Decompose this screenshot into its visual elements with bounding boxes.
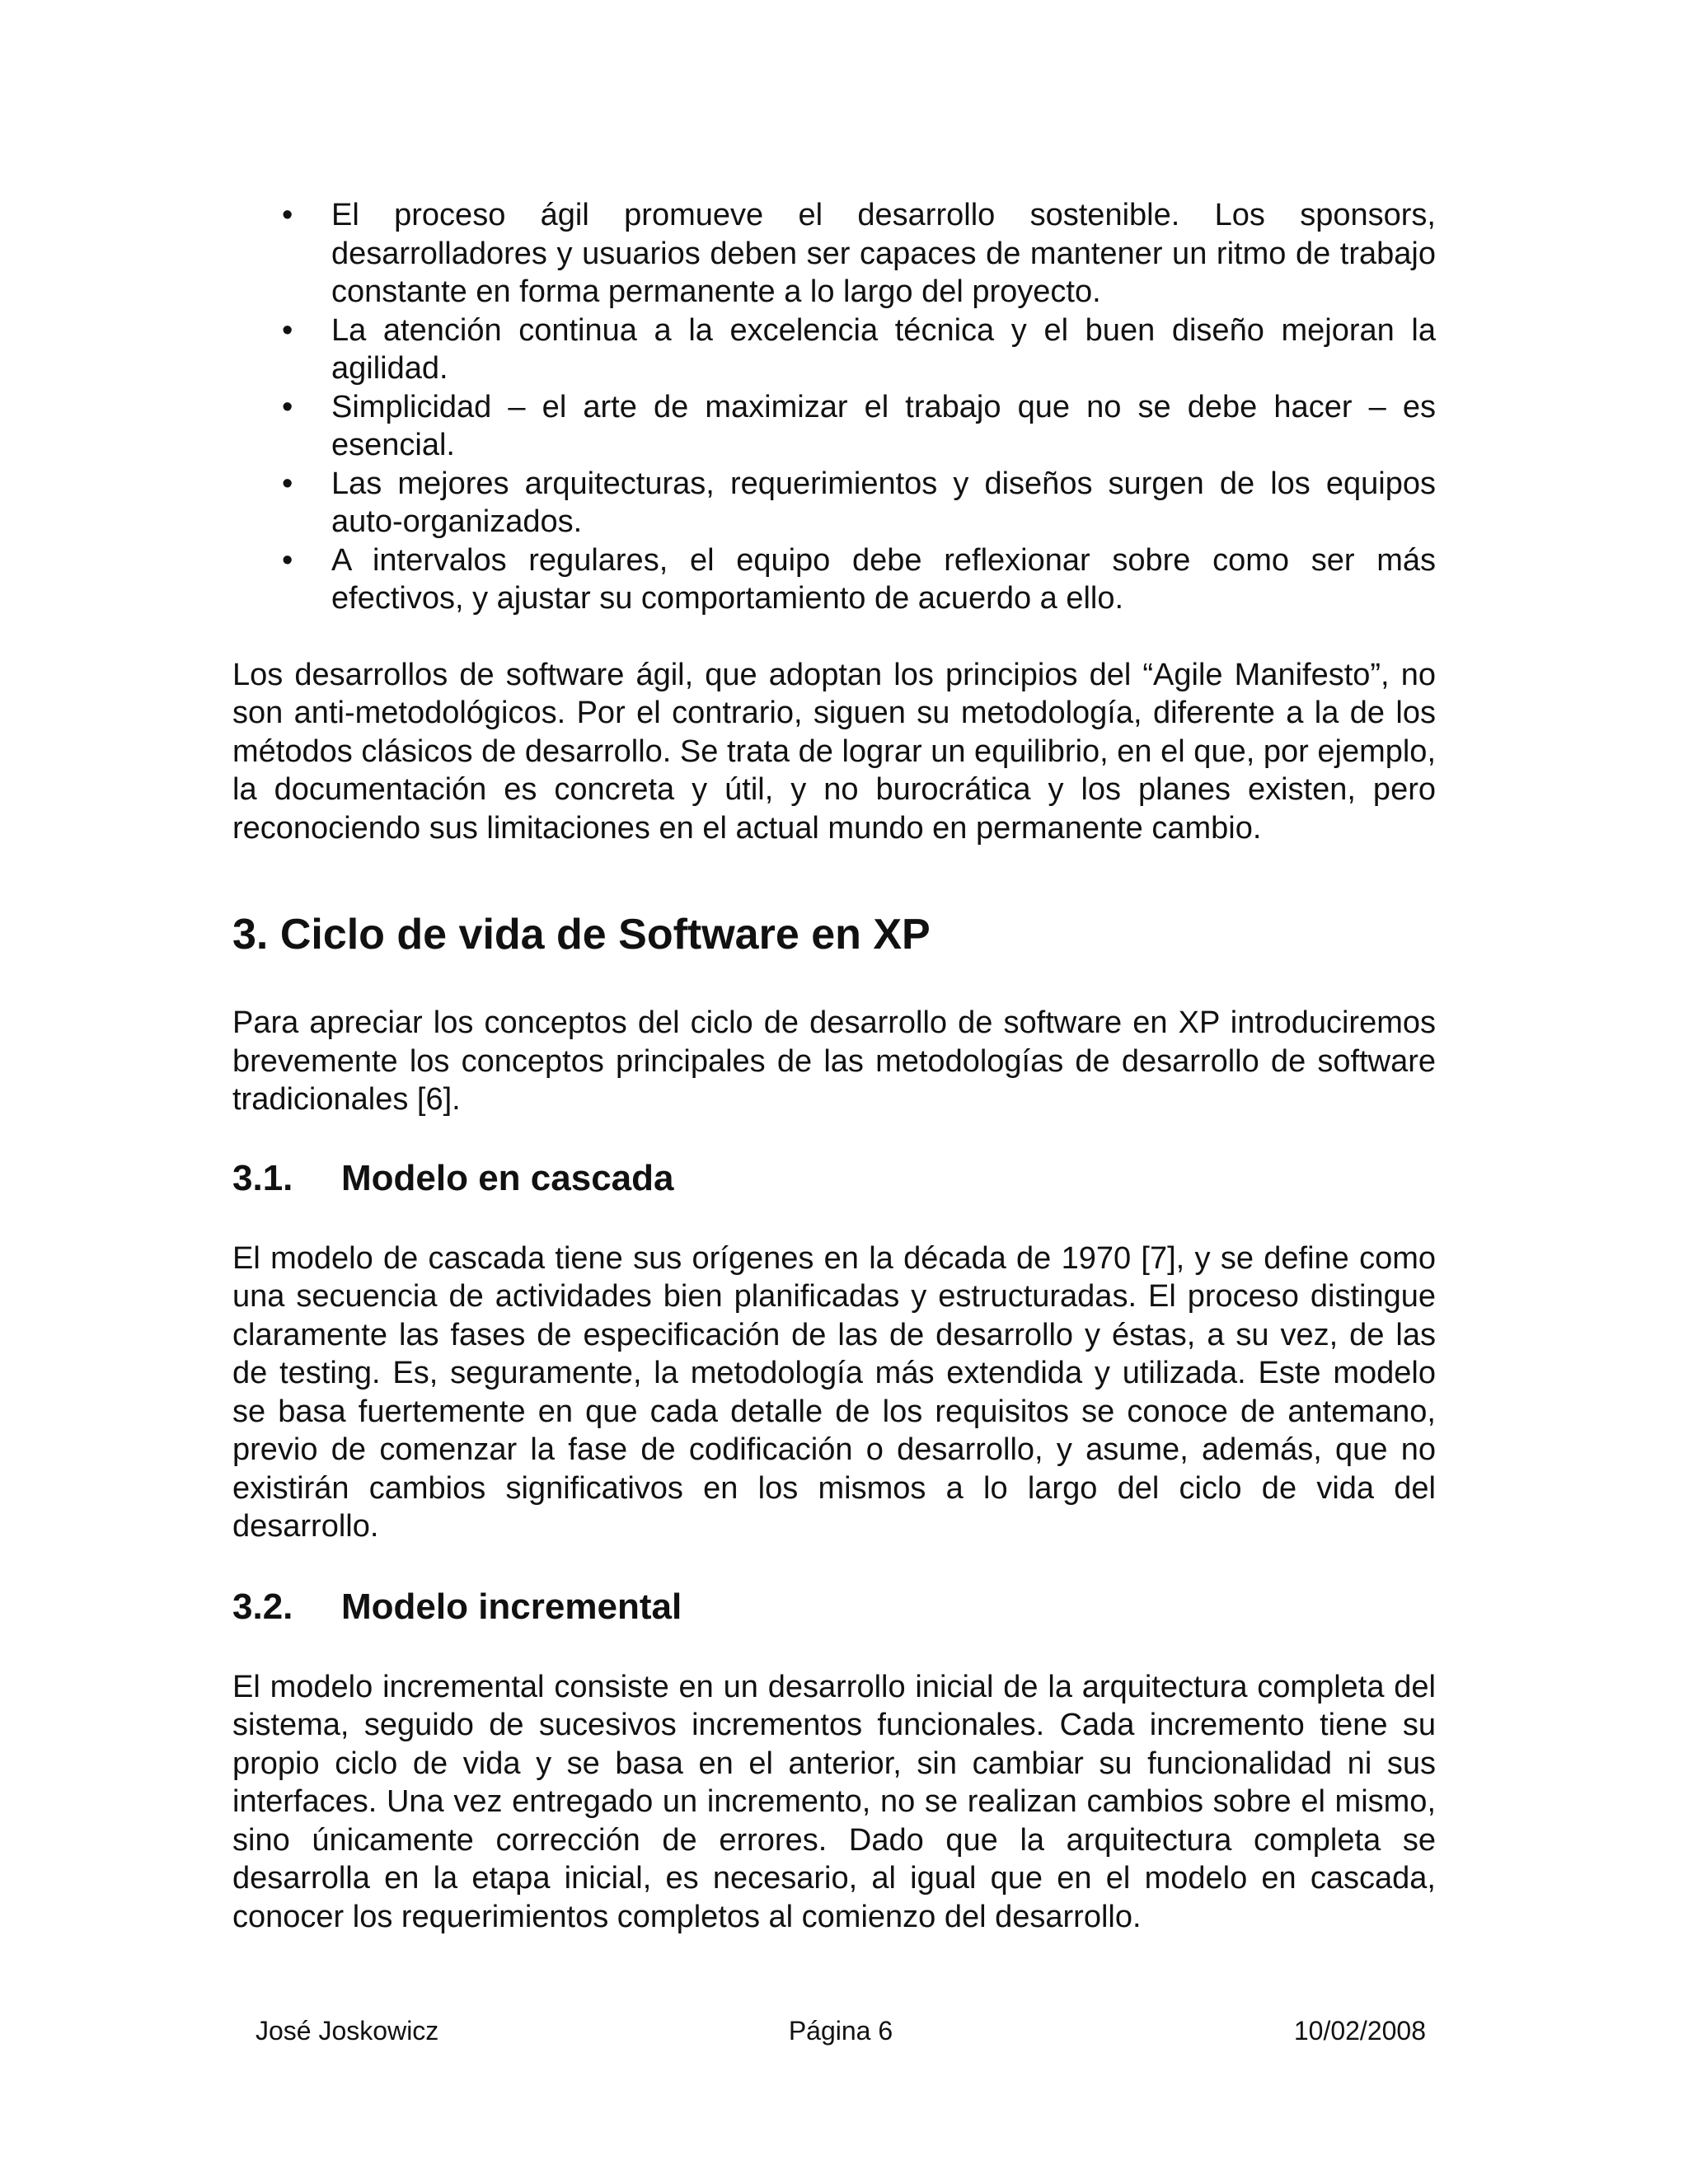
- section-3-paragraph: Para apreciar los conceptos del ciclo de desarrollo de software en XP introduciremos brevemente los conceptos principales de las metodologías de desarrollo de software tradicionales [6].: [232, 1005, 1436, 1117]
- bullet-icon: •: [282, 542, 293, 578]
- principles-bullet-list: [232, 196, 1436, 618]
- footer-page-number: Página 6: [788, 2016, 893, 2046]
- bullet-icon: •: [282, 389, 293, 424]
- section-3-2-title: Modelo incremental: [341, 1586, 682, 1627]
- bullet-text: A intervalos regulares, el equipo debe reflexionar sobre como ser más efectivos, y ajustar su comportamiento de acuerdo a ello.: [331, 542, 1436, 616]
- bullet-icon: •: [282, 198, 293, 232]
- intro-paragraph: Los desarrollos de software ágil, que adoptan los principios del “Agile Manifesto”, no son anti-metodológicos. Por el contrario, siguen su metodología, diferente a la de los métodos clásicos de desarrollo. Se trata de lograr un equilibrio, en el que, por ejemplo, la documentación es concreta y útil, y no burocrática y los planes existen, pero reconociendo sus limitaciones en el actual mundo en permanente cambio.: [232, 657, 1436, 846]
- bullet-text: Las mejores arquitecturas, requerimientos y diseños surgen de los equipos auto-organizados.: [331, 466, 1436, 539]
- section-3-1-paragraph: El modelo de cascada tiene sus orígenes en la década de 1970 [7], y se define como una secuencia de actividades bien planificadas y estructuradas. El proceso distingue claramente las fases de especificación de las de desarrollo y éstas, a su vez, de las de testing. Es, seguramente, la metodología más extendida y utilizada. Este modelo se basa fuertemente en que cada detalle de los requisitos se conoce de antemano, previo de comenzar la fase de codificación o desarrollo, y asume, además, que no existirán cambios significativos en los mismos a lo largo del ciclo de vida del desarrollo.: [232, 1240, 1436, 1544]
- section-3-1-heading: [232, 1155, 1436, 1202]
- bullet-text: La atención continua a la excelencia técnica y el buen diseño mejoran la agilidad.: [331, 312, 1436, 386]
- footer-author: José Joskowicz: [256, 2016, 439, 2046]
- document-body: [232, 196, 1436, 1936]
- list-item: [232, 388, 1436, 465]
- bullet-text: Simplicidad – el arte de maximizar el trabajo que no se debe hacer – es esencial.: [331, 389, 1436, 462]
- bullet-icon: •: [282, 466, 293, 501]
- page-footer: [256, 2014, 1426, 2047]
- list-item: [232, 465, 1436, 541]
- section-3-1-number: 3.1.: [232, 1157, 293, 1198]
- bullet-text: El proceso ágil promueve el desarrollo sostenible. Los sponsors, desarrolladores y usuarios deben ser capaces de mantener un ritmo de trabajo constante en forma permanente a lo largo del proyecto.: [331, 198, 1436, 309]
- list-item: [232, 312, 1436, 388]
- section-3-2-heading: [232, 1584, 1436, 1630]
- footer-date: 10/02/2008: [1293, 2016, 1426, 2046]
- section-3-2-number: 3.2.: [232, 1586, 293, 1627]
- section-3-2-paragraph: El modelo incremental consiste en un desarrollo inicial de la arquitectura completa del sistema, seguido de sucesivos incrementos funcionales. Cada incremento tiene su propio ciclo de vida y se basa en el anterior, sin cambiar su funcionalidad ni sus interfaces. Una vez entregado un incremento, no se realizan cambios sobre el mismo, sino únicamente corrección de errores. Dado que la arquitectura completa se desarrolla en la etapa inicial, es necesario, al igual que en el modelo en cascada, conocer los requerimientos completos al comienzo del desarrollo.: [232, 1669, 1436, 1934]
- section-3-heading: 3. Ciclo de vida de Software en XP: [232, 911, 931, 958]
- list-item: [232, 196, 1436, 312]
- list-item: [232, 541, 1436, 618]
- bullet-icon: •: [282, 312, 293, 348]
- section-3-1-title: Modelo en cascada: [341, 1157, 674, 1198]
